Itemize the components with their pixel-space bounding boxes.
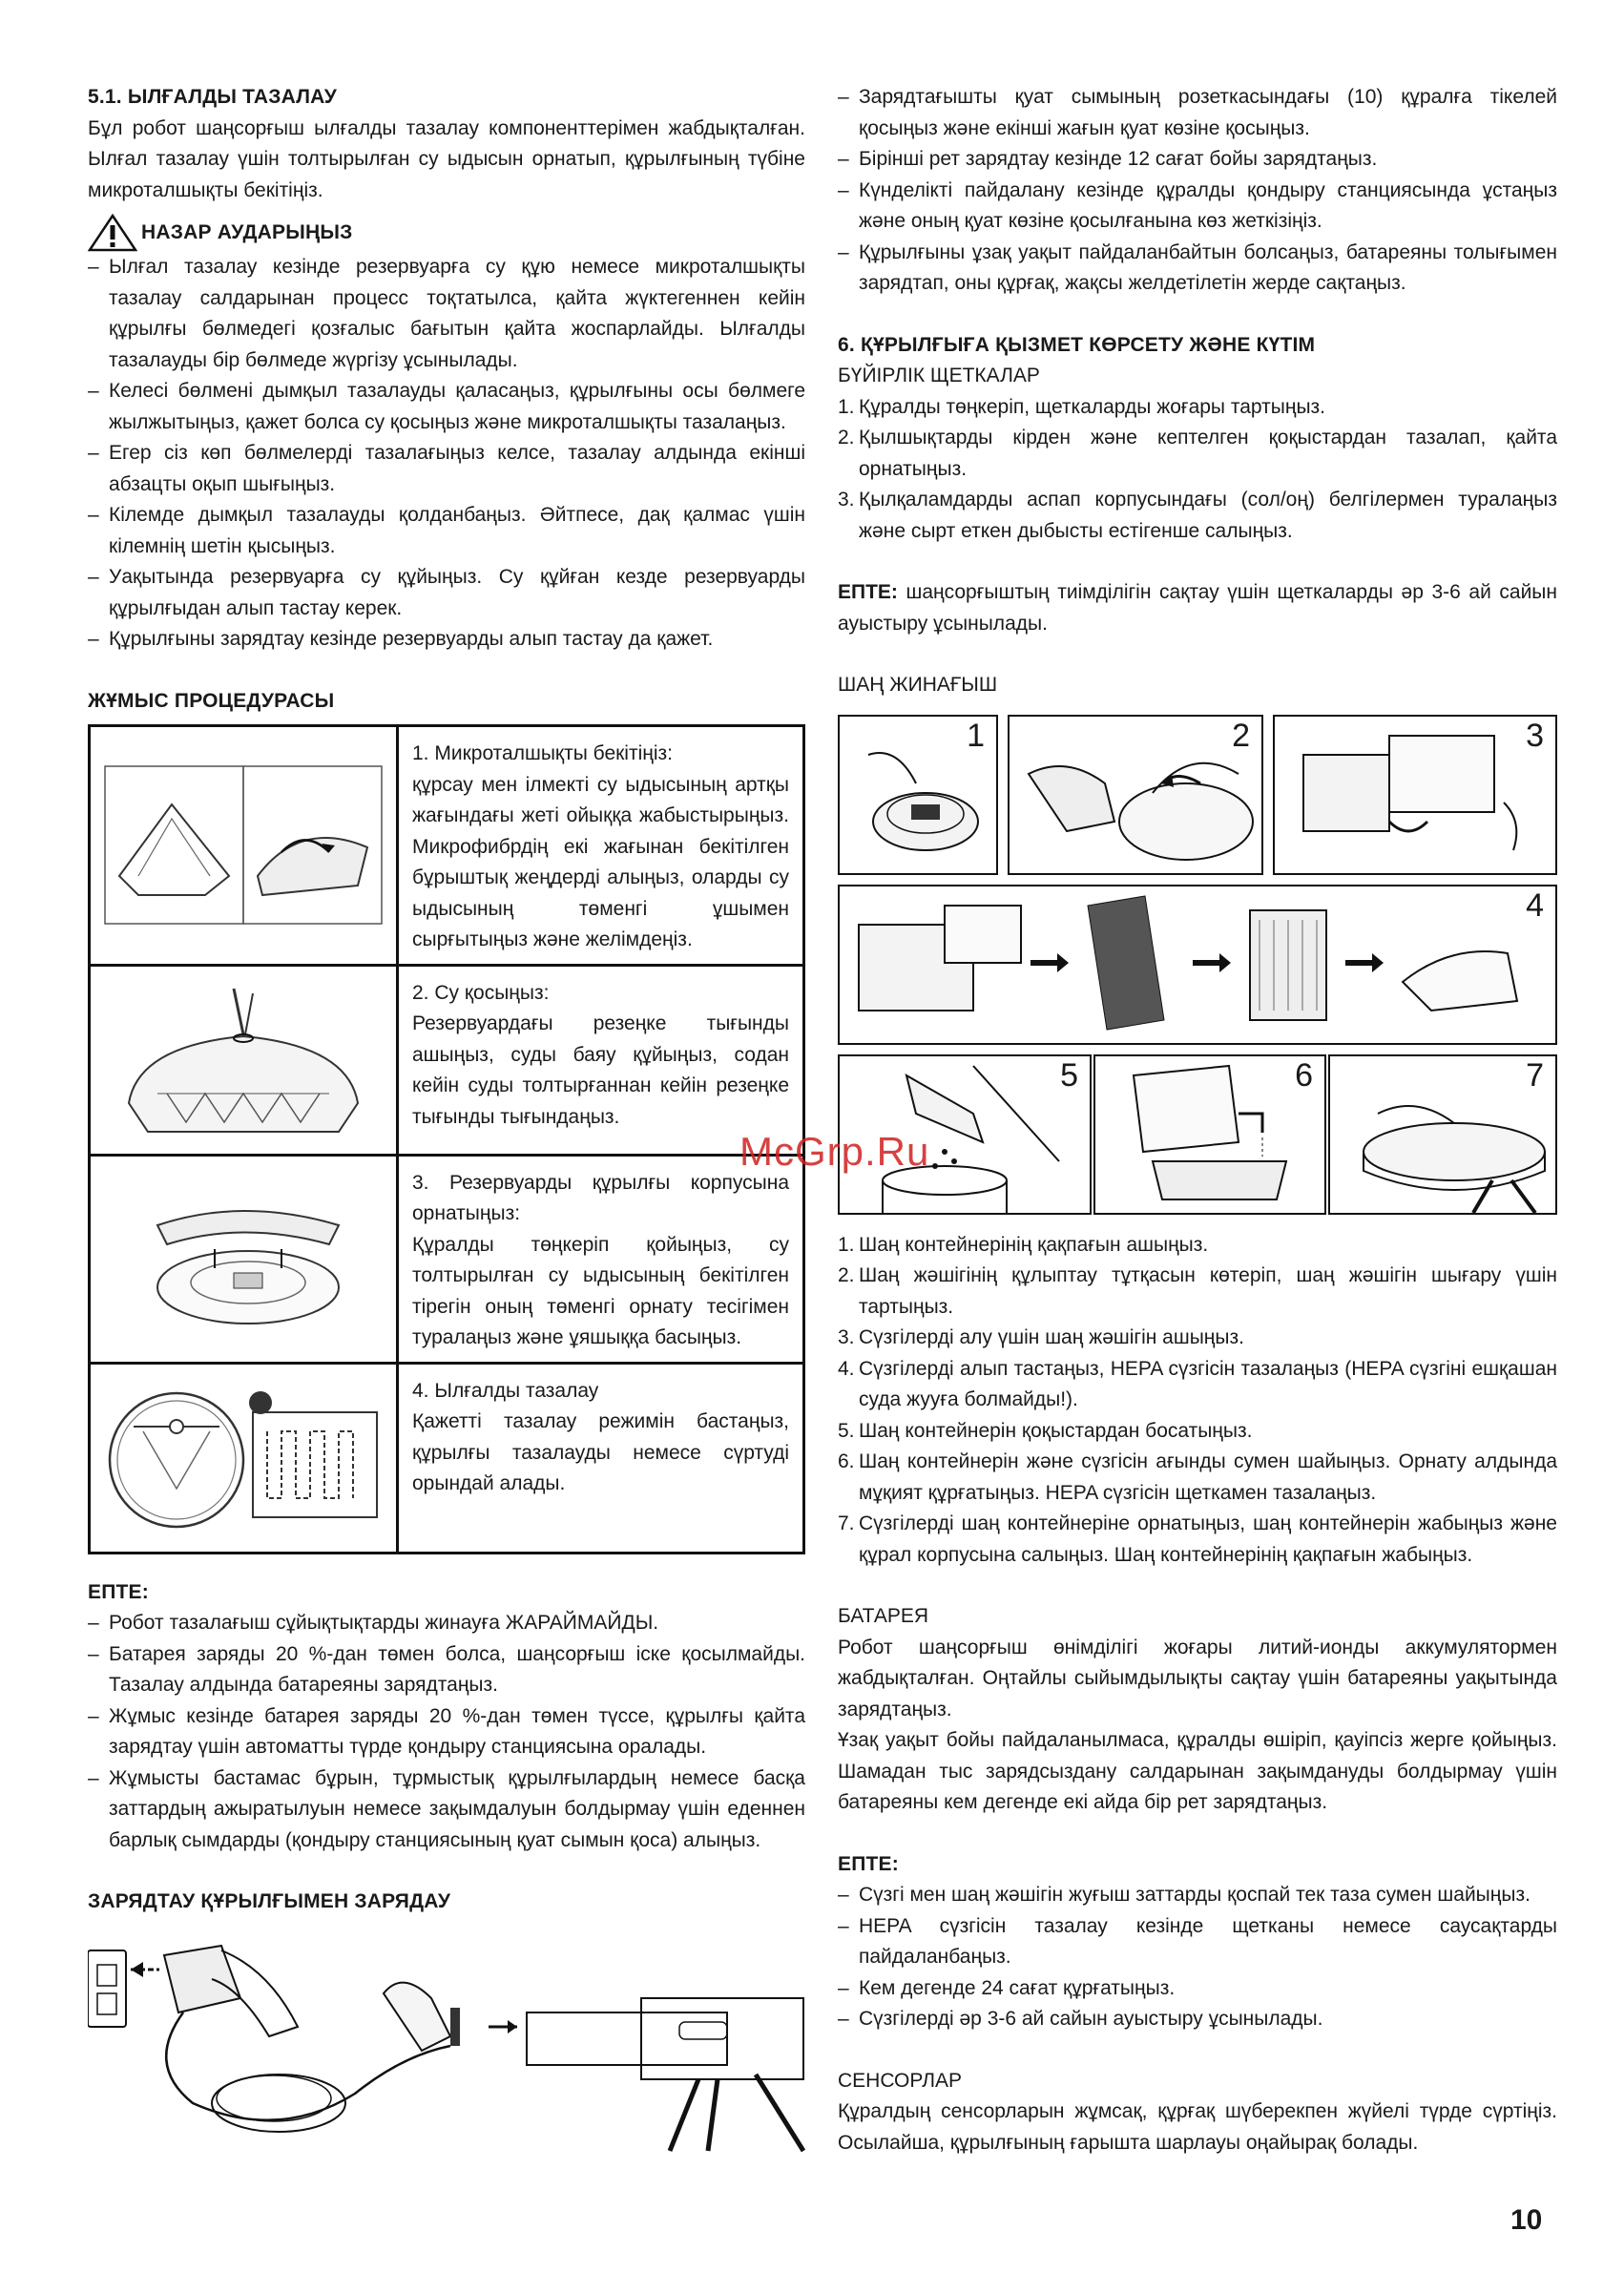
charging-title: ЗАРЯДТАУ ҚҰРЫЛҒЫМЕН ЗАРЯДАУ <box>88 1890 451 1912</box>
sensors-subtitle: СЕНСОРЛАР <box>838 2069 962 2092</box>
procedure-row <box>90 726 804 966</box>
warning-triangle-icon <box>88 214 137 252</box>
add-water-illustration <box>100 979 386 1141</box>
battery-subtitle: БАТАРЕЯ <box>838 1605 929 1627</box>
step-number: 4. <box>838 1357 855 1380</box>
step-text: Шаң контейнерін және сүзгісін ағынды сумен шайыңыз. Орнату алдында мұқият құрғатыңыз. HEPA сүзгісін щеткамен тазалаңыз. <box>859 1450 1557 1504</box>
step-number: 2. <box>838 1264 855 1286</box>
intro-paragraph: Бұл робот шаңсорғыш ылғалды тазалау компоненттерімен жабдықталған. Ылғал тазалау үшін толтырылған су ыдысын орнатып, құрылғының түбіне микроталшықты бекітіңіз. <box>88 116 805 201</box>
charge-list-item: – Күнделікті пайдалану кезінде құралды қондыру станциясында ұстаңыз және оның қуат көзіне қосылғанына көз жеткізіңіз. <box>838 176 1557 238</box>
procedure-text-cell <box>398 965 804 1155</box>
procedure-step-title: 3. Резервуарды құрылғы корпусына орнатыңыз: <box>412 1171 789 1224</box>
procedure-step-text: Құралды төңкеріп қойыңыз, су толтырылған су ыдысының бекітілген тірегін оның төменгі орнату тесігімен туралаңыз және ұяшыққа басыңыз. <box>412 1233 789 1348</box>
open-dust-bin-figure <box>1275 717 1555 873</box>
procedure-table <box>88 724 805 1554</box>
microfiber-attach-illustration <box>100 761 386 928</box>
warning-item: – Кілемде дымқыл тазалауды қолданбаңыз. Әйтпесе, дақ қалмас үшін кілемнің шетін қысыңыз. <box>88 500 805 562</box>
step-number: 3. <box>838 1326 855 1348</box>
step-text: Сүзгілерді шаң контейнеріне орнатыңыз, шаң контейнерін жабыңыз және құрал корпусына салыңыз. Шаң контейнерінің қақпағын жабыңыз. <box>859 1512 1557 1566</box>
remove-filters-figure <box>840 886 1555 1043</box>
figure-panel <box>1093 1054 1326 1215</box>
figure-number: 4 <box>1526 886 1544 924</box>
step-number: 3. <box>838 489 855 511</box>
procedure-image-cell <box>90 1363 398 1553</box>
dust-step <box>838 1323 1557 1354</box>
warning-item: – Құрылғыны зарядтау кезінде резервуарды алып тастау да қажет. <box>88 624 805 656</box>
procedure-image-cell <box>90 1155 398 1363</box>
dust-step <box>838 1261 1557 1323</box>
brush-step <box>838 423 1557 485</box>
dust-bin-subtitle: ШАҢ ЖИНАҒЫШ <box>838 674 998 696</box>
section-title-wet-cleaning: 5.1. ЫЛҒАЛДЫ ТАЗАЛАУ <box>88 86 337 108</box>
brush-step <box>838 392 1557 424</box>
figure-panel <box>1273 715 1557 875</box>
procedure-step-text: Резервуардағы резеңке тығынды ашыңыз, суды баяу құйыңыз, содан кейін суды толтырғаннан кейін резеңке тығынды тығындаңыз. <box>412 1012 789 1128</box>
charging-illustration <box>88 1931 805 2170</box>
left-column <box>88 82 805 2170</box>
procedure-step-text: Қажетті тазалау режимін бастаңыз, құрылғы тазалауды немесе сүртуді орындай алады. <box>412 1410 789 1494</box>
note-item: – Батарея заряды 20 %-дан төмен болса, шаңсорғыш іске қосылмайды. Тазалау алдында батареяны зарядтаңыз. <box>88 1639 805 1701</box>
battery-paragraph: Ұзақ уақыт бойы пайдаланылмаса, құралды өшіріп, қауіпсіз жерге қойыңыз. Шамадан тыс зарядсыздану салдарынан зақымдануды болдырмау үшін батареяны кем дегенде екі айда бір рет зарядтаңыз. <box>838 1729 1557 1813</box>
figure-panel <box>838 885 1557 1045</box>
dust-step <box>838 1416 1557 1448</box>
warning-item: – Келесі бөлмені дымқыл тазалауды қаласаңыз, құрылғыны осы бөлмеге жылжытыңыз, қажет болса су қосыңыз және микроталшықты тазалаңыз. <box>88 376 805 438</box>
procedure-image-cell <box>90 965 398 1155</box>
procedure-text-cell <box>398 726 804 966</box>
brush-note-label: ЕПТЕ: <box>838 581 898 603</box>
mopping-path-illustration <box>100 1374 386 1541</box>
service-title: 6. ҚҰРЫЛҒЫҒА ҚЫЗМЕТ КӨРСЕТУ ЖӘНЕ КҮТІМ <box>838 333 1316 356</box>
procedure-step-title: 4. Ылғалды тазалау <box>412 1379 599 1402</box>
sensors-paragraph: Құралдың сенсорларын жұмсақ, құрғақ шүберекпен жүйелі түрде сүртіңіз. Осылайша, құрылғының ғарышта шарлауы оңайырақ болады. <box>838 2100 1557 2154</box>
procedure-step-title: 1. Микроталшықты бекітіңіз: <box>412 742 673 764</box>
note-item: – Жұмыс кезінде батарея заряды 20 %-дан төмен түссе, құрылғы қайта зарядтау үшін автоматты түрде қондыру станциясына оралады. <box>88 1701 805 1763</box>
charge-list-item: – Құрылғыны ұзақ уақыт пайдаланбайтын болсаңыз, батареяны толығымен зарядтап, оны құрғақ, жақсы желдетілетін жерде сақтаңыз. <box>838 238 1557 300</box>
procedure-image-cell <box>90 726 398 966</box>
figure-number: 5 <box>1060 1056 1078 1094</box>
battery-paragraph: Робот шаңсорғыш өнімділігі жоғары литий-ионды аккумулятормен жабдықталған. Оңтайлы сыйымдылықты сақтау үшін батареяны уақытында зарядтаңыз. <box>838 1636 1557 1720</box>
procedure-step-title: 2. Су қосыңыз: <box>412 981 550 1004</box>
warning-title: НАЗАР АУДАРЫҢЫЗ <box>141 220 353 243</box>
note-item: – Кем дегенде 24 сағат құрғатыңыз. <box>838 1973 1557 2005</box>
figure-panel <box>838 715 998 875</box>
note-title: ЕПТЕ: <box>88 1580 149 1603</box>
step-number: 1. <box>838 395 855 418</box>
step-number: 5. <box>838 1419 855 1442</box>
watermark: McGrp.Ru <box>739 1129 930 1174</box>
step-text: Шаң контейнерін қоқыстардан босатыңыз. <box>859 1419 1253 1442</box>
procedure-text-cell <box>398 1155 804 1363</box>
step-text: Шаң контейнерінің қақпағын ашыңыз. <box>859 1233 1209 1256</box>
procedure-row <box>90 1363 804 1553</box>
note-item: – Жұмысты бастамас бұрын, тұрмыстық құрылғылардың немесе басқа заттардың ажыратылуын немесе зақымдалуын болдырмау үшін еденнен барлық сымдарды (қондыру станциясының қуат сымын қоса) алыңыз. <box>88 1763 805 1857</box>
step-text: Қылшықтарды кірден және кептелген қоқыстардан тазалап, қайта орнатыңыз. <box>859 427 1557 480</box>
brush-step <box>838 485 1557 547</box>
right-column <box>838 82 1557 2158</box>
dust-bin-figures <box>838 715 1555 1230</box>
procedure-step-text: құрсау мен ілмекті су ыдысының артқы жағындағы жеті ойыққа жабыстырыңыз. Микрофибрдің екі жағынан бекітілген бұрыштық жеңдерді алыңыз, оларды су ыдысының төменгі ұшымен сырғытыңыз және желімдеңіз. <box>412 773 789 950</box>
warning-item: – Уақытында резервуарға су құйыңыз. Су құйған кезде резервуарды құрылғыдан алып тастау керек. <box>88 562 805 624</box>
step-number: 2. <box>838 427 855 448</box>
note-item: – Сүзгілерді әр 3-6 ай сайын ауыстыру ұсынылады. <box>838 2004 1557 2035</box>
install-tank-illustration <box>100 1178 386 1340</box>
procedure-text-cell <box>398 1363 804 1553</box>
figure-panel <box>1328 1054 1557 1215</box>
dust-step <box>838 1447 1557 1509</box>
step-number: 6. <box>838 1450 855 1472</box>
step-text: Сүзгілерді алып тастаңыз, HEPA сүзгісін тазалаңыз (HEPA сүзгіні ешқашан суда жууға болмайды!). <box>859 1357 1557 1410</box>
warning-item: – Ылғал тазалау кезінде резервуарға су құю немесе микроталшықты тазалау салдарынан процесс тоқтатылса, қайта жүктегеннен кейін құрылғы бөлмедегі қозғалыс бағытын қайта жоспарлайды. Ылғалды тазалауды бір бөлмеде жүргізу ұсынылады. <box>88 252 805 376</box>
procedure-row <box>90 965 804 1155</box>
figure-number: 6 <box>1295 1056 1313 1094</box>
dust-step <box>838 1509 1557 1571</box>
note-item: – Сүзгі мен шаң жәшігін жуғыш заттарды қоспай тек таза сумен шайыңыз. <box>838 1880 1557 1911</box>
charge-list-item: – Зарядтағышты қуат сымының розеткасындағы (10) құралға тікелей қосыңыз және екінші жағын қуат көзіне қосыңыз. <box>838 82 1557 144</box>
page-number: 10 <box>1510 2204 1543 2236</box>
step-number: 1. <box>838 1233 855 1256</box>
rinse-bin-figure <box>1095 1056 1324 1213</box>
step-text: Шаң жәшігінің құлыптау тұтқасын көтеріп, шаң жәшігін шығару үшін тартыңыз. <box>859 1264 1557 1318</box>
note-item: – Робот тазалағыш сұйықтықтарды жинауға ЖАРАЙМАЙДЫ. <box>88 1608 805 1639</box>
brush-note-text: шаңсорғыштың тиімділігін сақтау үшін щеткаларды әр 3-6 ай сайын ауыстыру ұсынылады. <box>838 581 1557 635</box>
dust-step <box>838 1354 1557 1416</box>
figure-number: 3 <box>1526 717 1544 754</box>
note-item: – HEPA сүзгісін тазалау кезінде щетканы немесе саусақтарды пайдаланбаңыз. <box>838 1911 1557 1973</box>
figure-number: 1 <box>967 717 985 754</box>
figure-number: 7 <box>1526 1056 1544 1094</box>
figure-number: 2 <box>1232 717 1250 754</box>
charge-list-item: – Бірінші рет зарядтау кезінде 12 сағат бойы зарядтаңыз. <box>838 144 1557 176</box>
dust-step <box>838 1230 1557 1262</box>
step-number: 7. <box>838 1512 855 1534</box>
warning-heading <box>88 214 805 252</box>
step-text: Құралды төңкеріп, щеткаларды жоғары тартыңыз. <box>859 395 1326 418</box>
step-text: Сүзгілерді алу үшін шаң жәшігін ашыңыз. <box>859 1326 1244 1348</box>
step-text: Қылқаламдарды аспап корпусындағы (сол/оң) белгілермен туралаңыз және сырт еткен дыбысты естігенше салыңыз. <box>859 489 1557 542</box>
procedure-title: ЖҰМЫС ПРОЦЕДУРАСЫ <box>88 689 335 712</box>
brush-note <box>838 577 1557 639</box>
pull-dust-bin-figure <box>1010 717 1261 873</box>
reinsert-bin-figure <box>1330 1056 1555 1213</box>
figure-panel <box>1008 715 1263 875</box>
side-brushes-subtitle: БҮЙІРЛІК ЩЕТКАЛАР <box>838 365 1040 386</box>
note-title: ЕПТЕ: <box>838 1852 899 1875</box>
procedure-row <box>90 1155 804 1363</box>
warning-item: – Егер сіз көп бөлмелерді тазалағыңыз келсе, тазалау алдында екінші абзацты оқып шығыңыз. <box>88 438 805 500</box>
